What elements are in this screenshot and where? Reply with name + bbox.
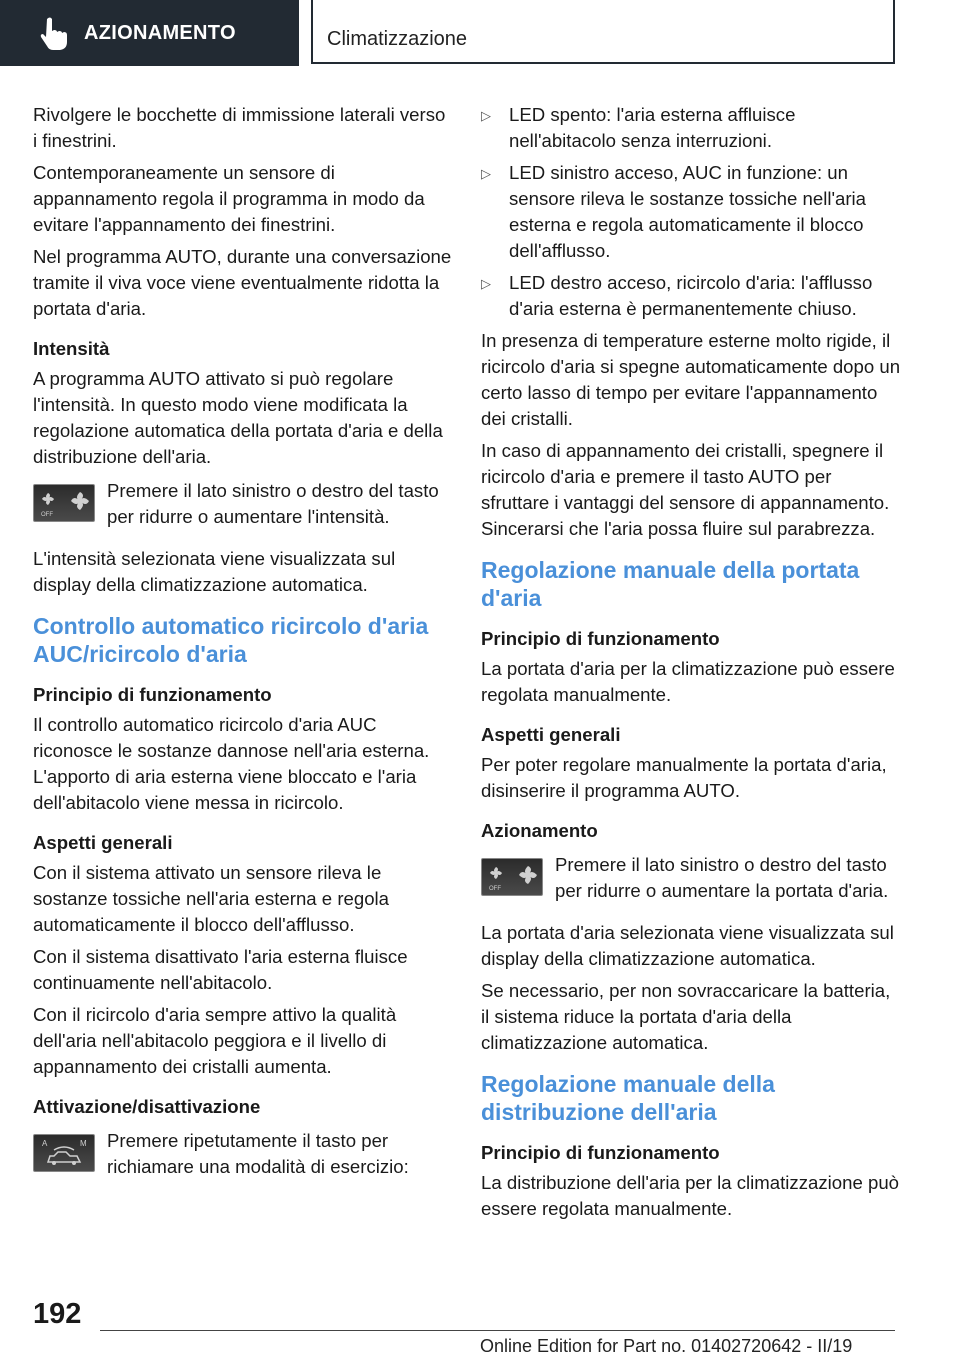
off-label: OFF bbox=[489, 886, 501, 892]
paragraph: Per poter regolare manualmente la portata d'aria, disinserire il programma AUTO. bbox=[481, 754, 887, 801]
paragraph: La portata d'aria per la climatizzazione può essere regolata manualmente. bbox=[481, 658, 895, 705]
heading-attivazione: Attivazione/disattivazione bbox=[33, 1096, 261, 1117]
chapter-label: AZIONAMENTO bbox=[84, 21, 236, 44]
list-item-text: LED spento: l'aria esterna affluisce nell'abitacolo senza interruzioni. bbox=[509, 104, 796, 151]
page-number: 192 bbox=[33, 1298, 82, 1330]
instruction-text: Premere il lato sinistro o destro del tasto per ridurre o aumentare la portata d'aria. bbox=[555, 854, 889, 901]
triangle-bullet-icon: ▷ bbox=[481, 108, 491, 123]
instruction-text: Premere ripetutamente il tasto per richiamare una modalità di esercizio: bbox=[107, 1130, 409, 1177]
paragraph: Il controllo automatico ricircolo d'aria AUC riconosce le sostanze dannose nell'aria esterna. L'apporto di aria esterna viene bloccato e l'aria dell'abitacolo viene messa in ricircolo. bbox=[33, 714, 430, 813]
paragraph: La portata d'aria selezionata viene visualizzata sul display della climatizzazione automatica. bbox=[481, 922, 894, 969]
list-item bbox=[481, 102, 901, 154]
fan-button-icon bbox=[33, 484, 95, 522]
auto-m-label: M bbox=[80, 1139, 87, 1148]
paragraph: Con il sistema disattivato l'aria esterna fluisce continuamente nell'abitacolo. bbox=[33, 946, 408, 993]
list-item-text: LED destro acceso, ricircolo d'aria: l'afflusso d'aria esterna è permanentemente chiuso. bbox=[509, 272, 873, 319]
paragraph: In caso di appannamento dei cristalli, spegnere il ricircolo d'aria e premere il tasto AUTO per sfruttare i vantaggi del sensore di appannamento. Sincerarsi che l'aria possa fluire sul parabrezza. bbox=[481, 440, 890, 539]
fan-button-icon bbox=[481, 858, 543, 896]
left-column bbox=[33, 102, 453, 1196]
instruction-row bbox=[33, 1128, 453, 1180]
list-item bbox=[481, 270, 901, 322]
paragraph: Con il sistema attivato un sensore rileva le sostanze tossiche nell'aria esterna e regola automaticamente il blocco dell'afflusso. bbox=[33, 862, 390, 935]
paragraph: Con il ricircolo d'aria sempre attivo la qualità dell'aria nell'abitacolo peggiora e il livello di appannamento dei cristalli aumenta. bbox=[33, 1004, 397, 1077]
right-column bbox=[481, 102, 901, 1228]
heading-distribuzione: Regolazione manuale della distribuzione dell'aria bbox=[481, 1071, 775, 1125]
recirculation-button-icon bbox=[33, 1134, 95, 1172]
paragraph: Se necessario, per non sovraccaricare la batteria, il sistema riduce la portata d'aria della climatizzazione automatica. bbox=[481, 980, 891, 1053]
heading-intensita: Intensità bbox=[33, 338, 110, 359]
instruction-text: Premere il lato sinistro o destro del tasto per ridurre o aumentare l'intensità. bbox=[107, 480, 439, 527]
off-label: OFF bbox=[41, 512, 53, 518]
edition-footer: Online Edition for Part no. 01402720642 - II/19 bbox=[480, 1336, 853, 1356]
hand-pointer-icon bbox=[38, 16, 68, 50]
triangle-bullet-icon: ▷ bbox=[481, 166, 491, 181]
section-header bbox=[311, 0, 895, 64]
list-item bbox=[481, 160, 901, 264]
instruction-row bbox=[33, 478, 453, 530]
fan-button-graphic bbox=[34, 485, 94, 521]
fan-button-graphic bbox=[482, 859, 542, 895]
heading-portata: Regolazione manuale della portata d'aria bbox=[481, 557, 860, 611]
paragraph: Contemporaneamente un sensore di appannamento regola il programma in modo da evitare l'appannamento dei finestrini. bbox=[33, 162, 425, 235]
paragraph: A programma AUTO attivato si può regolare l'intensità. In questo modo viene modificata la regolazione automatica della portata d'aria e della distribuzione dell'aria. bbox=[33, 368, 443, 467]
heading-azionamento: Azionamento bbox=[481, 820, 598, 841]
section-label: Climatizzazione bbox=[327, 28, 468, 50]
heading-principio: Principio di funzionamento bbox=[481, 628, 720, 649]
paragraph: Nel programma AUTO, durante una conversazione tramite il viva voce viene eventualmente ridotta la portata d'aria. bbox=[33, 246, 452, 319]
heading-aspetti: Aspetti generali bbox=[33, 832, 173, 853]
auto-a-label: A bbox=[42, 1139, 48, 1148]
list-item-text: LED sinistro acceso, AUC in funzione: un sensore rileva le sostanze tossiche nell'aria esterna e regola automaticamente il blocco dell'afflusso. bbox=[509, 162, 867, 261]
paragraph: L'intensità selezionata viene visualizzata sul display della climatizzazione automatica. bbox=[33, 548, 396, 595]
heading-aspetti: Aspetti generali bbox=[481, 724, 621, 745]
paragraph: Rivolgere le bocchette di immissione laterali verso i finestrini. bbox=[33, 104, 446, 151]
chapter-tab[interactable] bbox=[0, 0, 299, 66]
paragraph: In presenza di temperature esterne molto rigide, il ricircolo d'aria si spegne automaticamente dopo un certo lasso di tempo per evitare l'appannamento dei cristalli. bbox=[481, 330, 901, 429]
instruction-row bbox=[481, 852, 901, 904]
recirculation-button-graphic bbox=[34, 1135, 94, 1171]
footer-divider bbox=[100, 1330, 895, 1331]
triangle-bullet-icon: ▷ bbox=[481, 276, 491, 291]
heading-auc: Controllo automatico ricircolo d'aria AUC/ricircolo d'aria bbox=[33, 613, 429, 667]
heading-principio: Principio di funzionamento bbox=[481, 1142, 720, 1163]
paragraph: La distribuzione dell'aria per la climatizzazione può essere regolata manualmente. bbox=[481, 1172, 900, 1219]
heading-principio: Principio di funzionamento bbox=[33, 684, 272, 705]
